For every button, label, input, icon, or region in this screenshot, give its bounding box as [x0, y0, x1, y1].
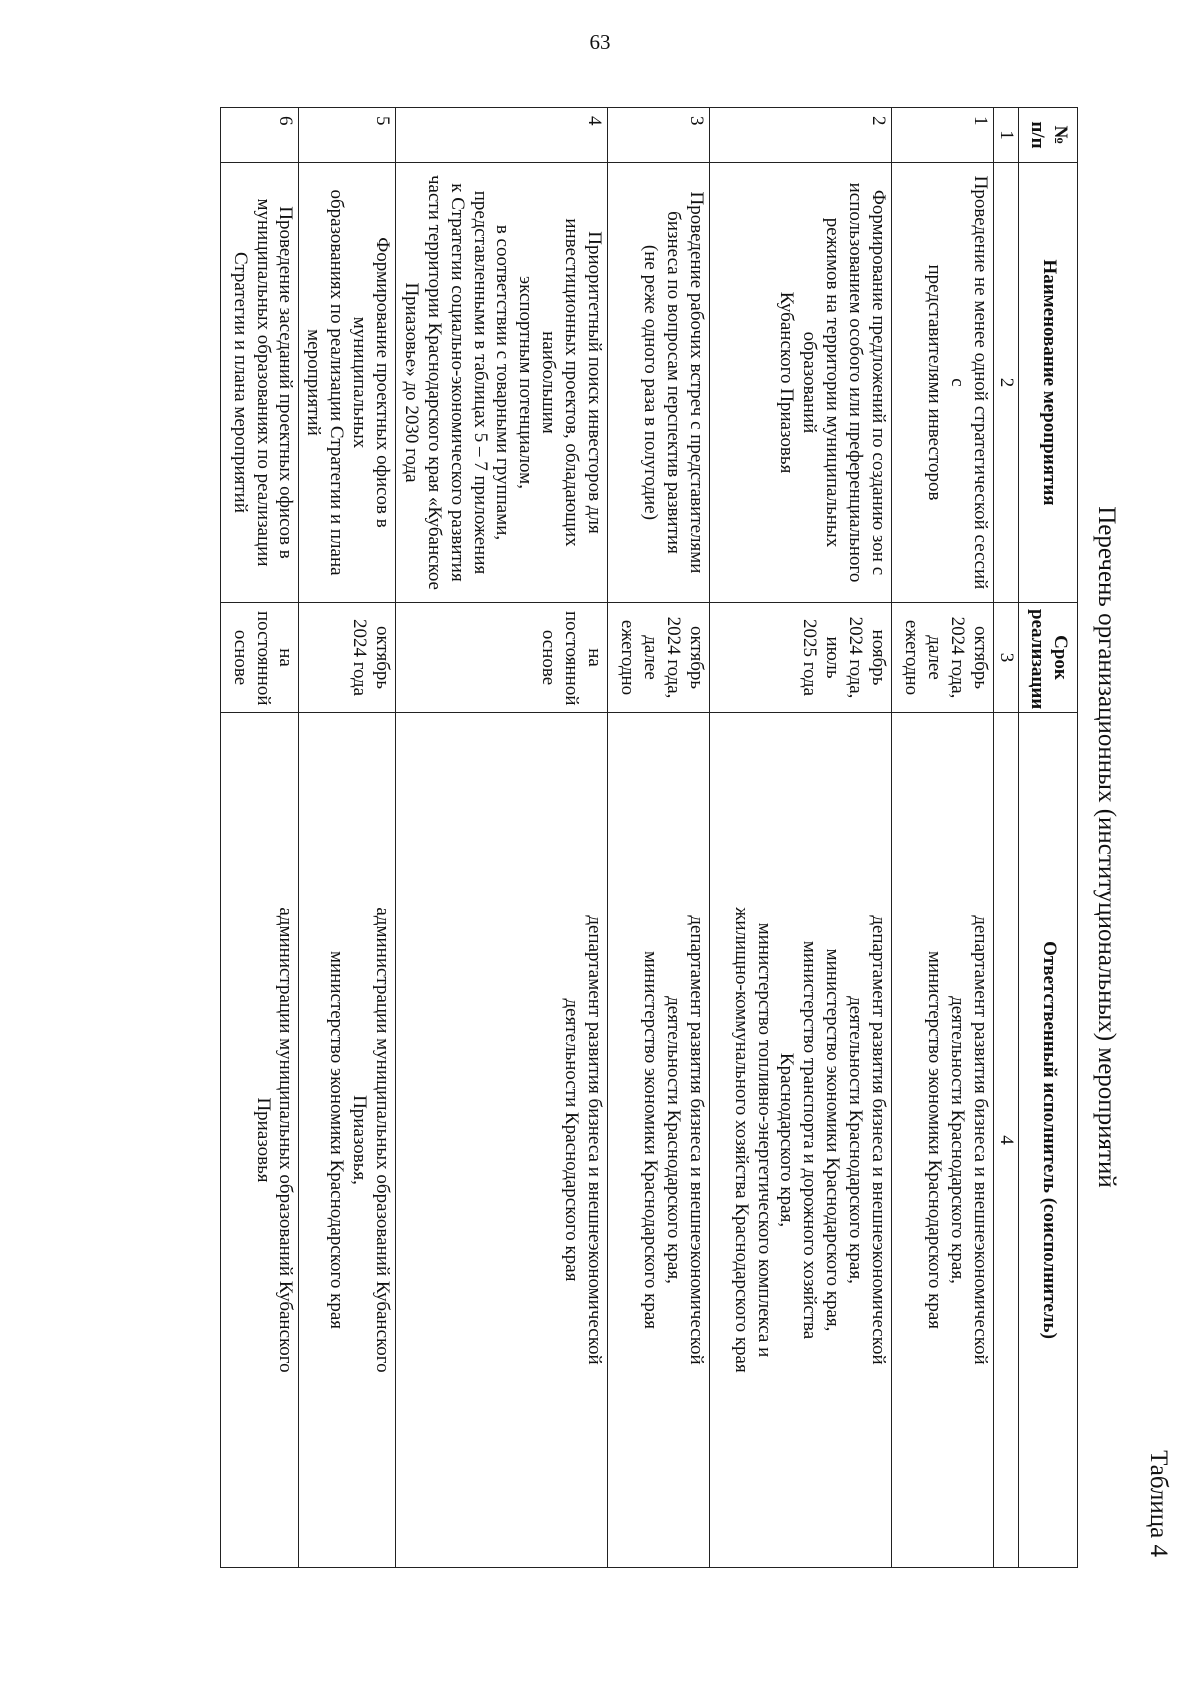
text-line: Приазовья, [348, 1095, 370, 1185]
column-number: 2 [993, 163, 1019, 603]
table-body [221, 108, 993, 1568]
text-line: министерство транспорта и дорожного хозяйства [799, 940, 821, 1340]
event-name [891, 163, 993, 603]
text-line: 2024 года, [844, 616, 866, 699]
text-line: Приоритетный поиск инвесторов для [583, 231, 605, 534]
text-line: основе [229, 629, 251, 686]
event-responsible [299, 713, 395, 1568]
text-line: в соответствии с товарными группами, [492, 224, 514, 541]
event-name [299, 163, 395, 603]
event-name [395, 163, 607, 603]
text-line: мероприятий [303, 329, 325, 436]
event-term [299, 603, 395, 713]
text-line: Кубанского Приазовья [776, 291, 798, 474]
text-line: далее [924, 635, 946, 680]
text-line: деятельности Краснодарского края, [662, 996, 684, 1284]
text-line: департамент развития бизнеса и внешнеэкономической [867, 915, 889, 1365]
column-number: 4 [993, 713, 1019, 1568]
row-number: 3 [607, 108, 709, 163]
text-line: далее [640, 635, 662, 680]
text-line: Стратегии и плана мероприятий [229, 251, 251, 514]
text-line: октябрь [969, 625, 991, 690]
text-line: 2025 года [799, 618, 821, 697]
text-line: бизнеса по вопросам перспектив развития [662, 211, 684, 554]
table-row [709, 108, 891, 1568]
text-line: жилищно-коммунального хозяйства Краснодарского края [730, 907, 752, 1373]
text-line: постоянной [252, 611, 274, 706]
text-line: основе [538, 629, 560, 686]
text-line: Приазовья [252, 1097, 274, 1183]
table-row [221, 108, 299, 1568]
text-line: департамент развития бизнеса и внешнеэкономической [685, 915, 707, 1365]
event-responsible [891, 713, 993, 1568]
column-number: 1 [993, 108, 1019, 163]
text-line: октябрь [685, 625, 707, 690]
table-row [607, 108, 709, 1568]
text-line: постоянной [560, 611, 582, 706]
row-number: 2 [709, 108, 891, 163]
text-line: Проведение заседаний проектных офисов в [275, 206, 297, 559]
header-term [1019, 603, 1078, 713]
text-line: Формирование предложений по созданию зон с [867, 189, 889, 576]
text-line: Формирование проектных офисов в муниципальных [348, 237, 393, 528]
header-resp-line: Ответственный исполнитель (соисполнитель) [1038, 941, 1060, 1339]
text-line: на [583, 648, 605, 667]
header-row [1019, 108, 1078, 1568]
header-num [1019, 108, 1078, 163]
header-name-line: Наименование мероприятия [1038, 259, 1060, 506]
events-table [220, 107, 1078, 1568]
event-term [221, 603, 299, 713]
text-line: 2024 года, [662, 616, 684, 699]
text-line: к Стратегии социально-экономического развития [446, 183, 468, 582]
text-line: представленными в таблицах 5 – 7 приложения [469, 190, 491, 575]
text-line: министерство экономики Краснодарского края [924, 950, 946, 1330]
text-line: 2024 года [348, 618, 370, 697]
text-line: инвестиционных проектов, обладающих наибольшим [538, 218, 582, 547]
text-line: октябрь [371, 625, 393, 690]
header-term-line: реализации [1027, 609, 1049, 710]
text-line: министерство экономики Краснодарского края [326, 950, 348, 1330]
text-line: министерство экономики Краснодарского края, [822, 948, 844, 1332]
row-number: 4 [395, 108, 607, 163]
header-num-line: № [1050, 125, 1071, 145]
text-line: режимов на территории муниципальных образований [799, 217, 844, 548]
event-name [607, 163, 709, 603]
text-line: представителями инвесторов [924, 264, 946, 501]
row-number: 5 [299, 108, 395, 163]
text-line: департамент развития бизнеса и внешнеэкономической [583, 915, 605, 1365]
event-name [221, 163, 299, 603]
event-term [709, 603, 891, 713]
event-responsible [709, 713, 891, 1568]
event-term [395, 603, 607, 713]
text-line: администрации муниципальных образований Кубанского [371, 907, 393, 1373]
text-line: департамент развития бизнеса и внешнеэкономической [969, 915, 991, 1365]
event-term [607, 603, 709, 713]
row-number: 6 [221, 108, 299, 163]
table-title: Перечень организационных (институциональных) мероприятий [1093, 506, 1120, 1188]
text-line: деятельности Краснодарского края, [946, 996, 968, 1284]
text-line: Проведение рабочих встреч с представителями [685, 191, 707, 574]
text-line: части территории Краснодарского края «Кубанское [424, 175, 446, 590]
text-line: администрации муниципальных образований Кубанского [275, 907, 297, 1373]
text-line: ежегодно [901, 619, 923, 696]
text-line: на [275, 648, 297, 667]
text-line: экспортным потенциалом, [515, 276, 537, 489]
text-line: образованиях по реализации Стратегии и плана [326, 189, 348, 576]
text-line: июль [822, 636, 844, 679]
text-line: министерство топливно-энергетического комплекса и [753, 922, 775, 1358]
text-line: Приазовье» до 2030 года [401, 282, 423, 483]
column-number: 3 [993, 603, 1019, 713]
text-line: (не реже одного раза в полугодие) [640, 244, 662, 521]
text-line: Краснодарского края, [776, 1052, 798, 1228]
header-term-line: Срок [1050, 635, 1071, 680]
header-resp [1019, 713, 1078, 1568]
table-row [299, 108, 395, 1568]
text-line: ноябрь [867, 629, 889, 686]
table-row [891, 108, 993, 1568]
table-row [395, 108, 607, 1568]
text-line: министерство экономики Краснодарского края [640, 950, 662, 1330]
text-line: 2024 года, [946, 616, 968, 699]
text-line: Проведение не менее одной стратегической сессий с [946, 175, 991, 590]
event-responsible [607, 713, 709, 1568]
table-label: Таблица 4 [1145, 1450, 1172, 1557]
rotated-table-page [229, 97, 1182, 1597]
row-number: 1 [891, 108, 993, 163]
text-line: использованием особого или преференциального [844, 182, 866, 583]
event-responsible [395, 713, 607, 1568]
event-term [891, 603, 993, 713]
text-line: деятельности Краснодарского края [560, 998, 582, 1282]
header-name [1019, 163, 1078, 603]
event-responsible [221, 713, 299, 1568]
column-number-row [993, 108, 1019, 1568]
header-num-line: п/п [1027, 121, 1049, 149]
text-line: деятельности Краснодарского края, [844, 996, 866, 1284]
text-line: муниципальных образованиях по реализации [252, 198, 274, 567]
text-line: ежегодно [617, 619, 639, 696]
event-name [709, 163, 891, 603]
page-number: 63 [589, 30, 611, 54]
